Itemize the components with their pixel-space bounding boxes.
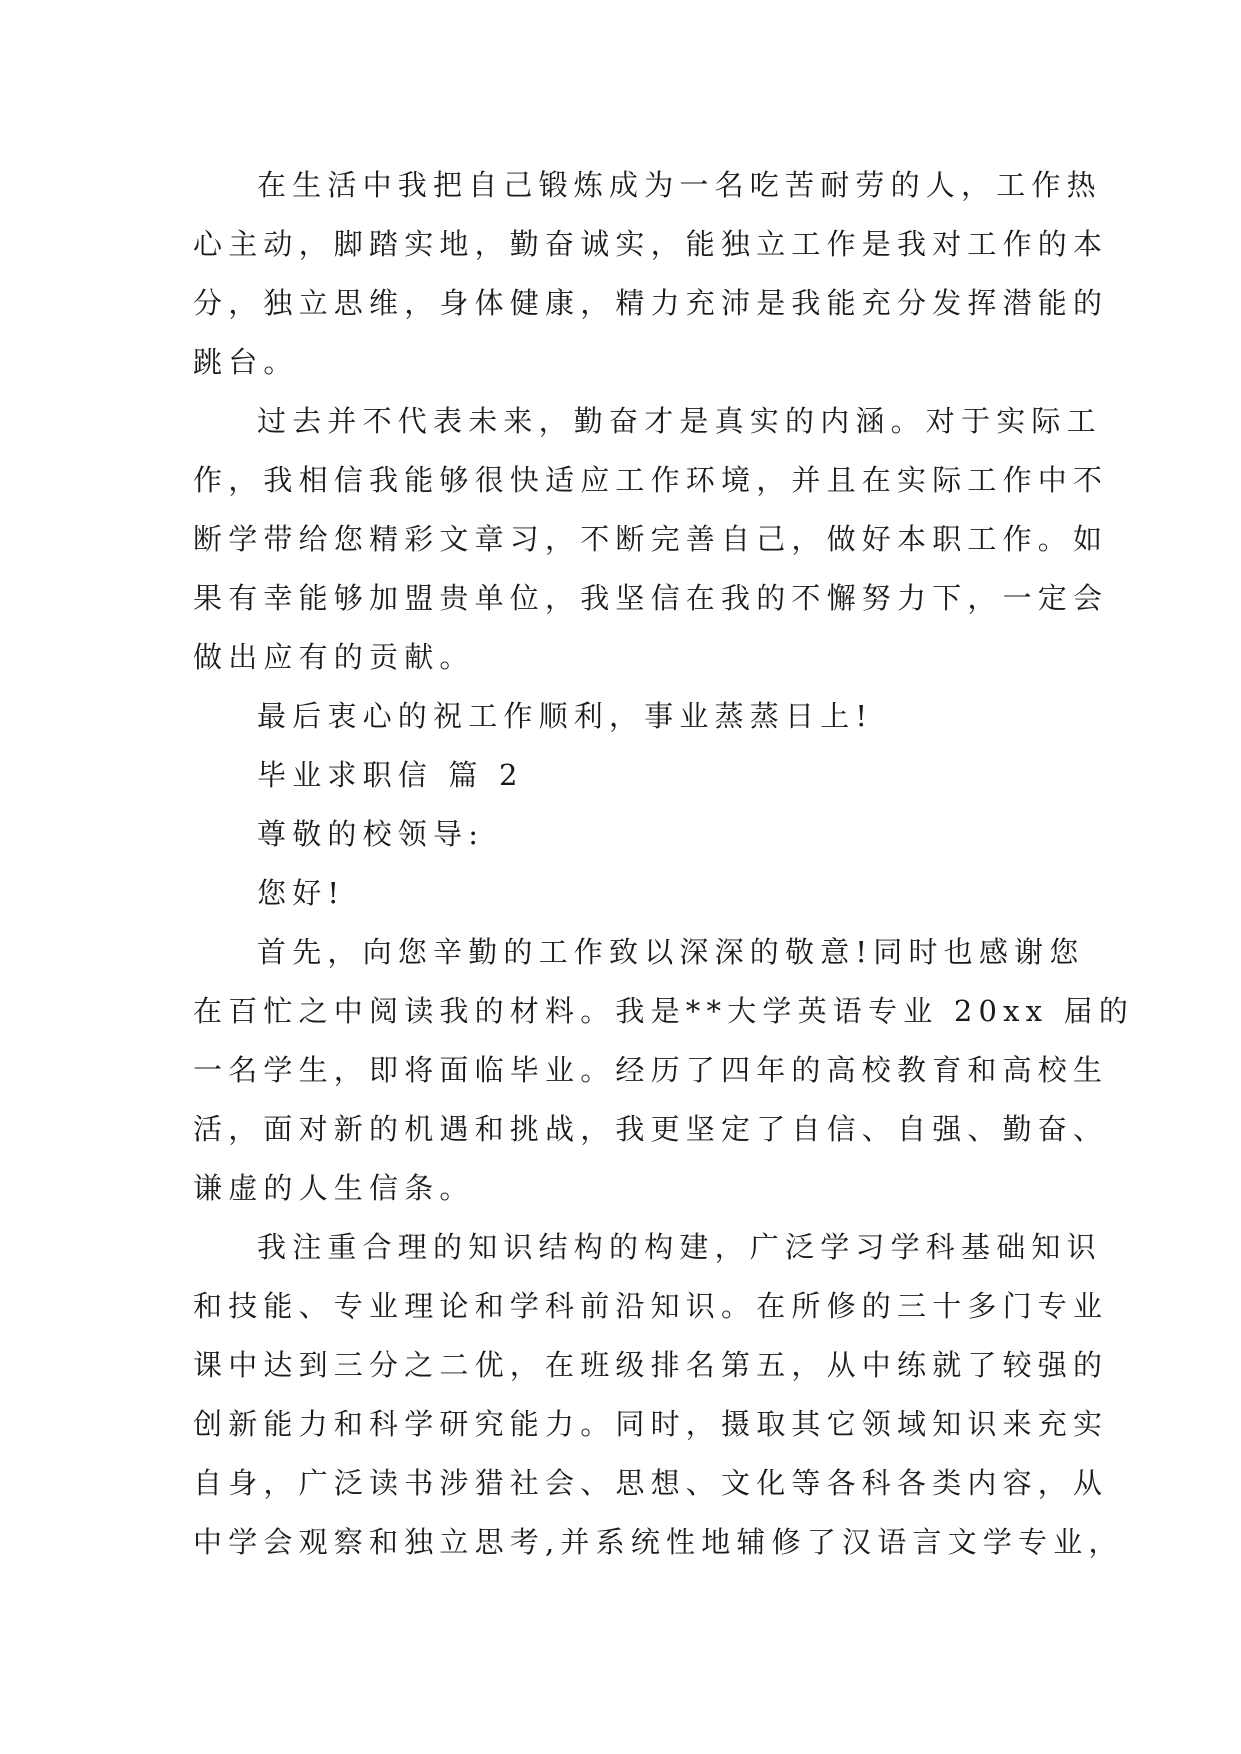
text-line: 自身，广泛读书涉猎社会、思想、文化等各科各类内容，从 [193, 1466, 1109, 1500]
text-line: 分，独立思维，身体健康，精力充沛是我能充分发挥潜能的 [193, 286, 1109, 320]
text-line: 断学带给您精彩文章习，不断完善自己，做好本职工作。如 [193, 522, 1109, 556]
text-line: 课中达到三分之二优，在班级排名第五，从中练就了较强的 [193, 1348, 1109, 1382]
greeting: 您好! [257, 876, 346, 910]
text-line: 在百忙之中阅读我的材料。我是**大学英语专业 20xx 届的 [193, 994, 1135, 1028]
text-line: 在生活中我把自己锻炼成为一名吃苦耐劳的人，工作热 [257, 168, 1102, 202]
text-line: 最后衷心的祝工作顺利，事业蒸蒸日上! [257, 699, 874, 733]
text-line: 我注重合理的知识结构的构建，广泛学习学科基础知识 [257, 1230, 1102, 1264]
text-line: 做出应有的贡献。 [193, 640, 475, 674]
section-heading: 毕业求职信 篇 2 [257, 758, 524, 792]
text-line: 谦虚的人生信条。 [193, 1171, 475, 1205]
salutation: 尊敬的校领导: [257, 817, 485, 851]
text-line: 心主动，脚踏实地，勤奋诚实，能独立工作是我对工作的本 [193, 227, 1109, 261]
text-line: 创新能力和科学研究能力。同时，摄取其它领域知识来充实 [193, 1407, 1109, 1441]
text-line: 过去并不代表未来，勤奋才是真实的内涵。对于实际工 [257, 404, 1102, 438]
text-line: 一名学生，即将面临毕业。经历了四年的高校教育和高校生 [193, 1053, 1109, 1087]
text-line: 跳台。 [193, 345, 299, 379]
text-line: 和技能、专业理论和学科前沿知识。在所修的三十多门专业 [193, 1289, 1109, 1323]
text-line: 活，面对新的机遇和挑战，我更坚定了自信、自强、勤奋、 [193, 1112, 1109, 1146]
text-line: 果有幸能够加盟贵单位，我坚信在我的不懈努力下，一定会 [193, 581, 1109, 615]
text-line: 中学会观察和独立思考,并系统性地辅修了汉语言文学专业， [193, 1525, 1124, 1559]
text-line: 作，我相信我能够很快适应工作环境，并且在实际工作中不 [193, 463, 1109, 497]
text-line: 首先，向您辛勤的工作致以深深的敬意!同时也感谢您 [257, 935, 1085, 969]
